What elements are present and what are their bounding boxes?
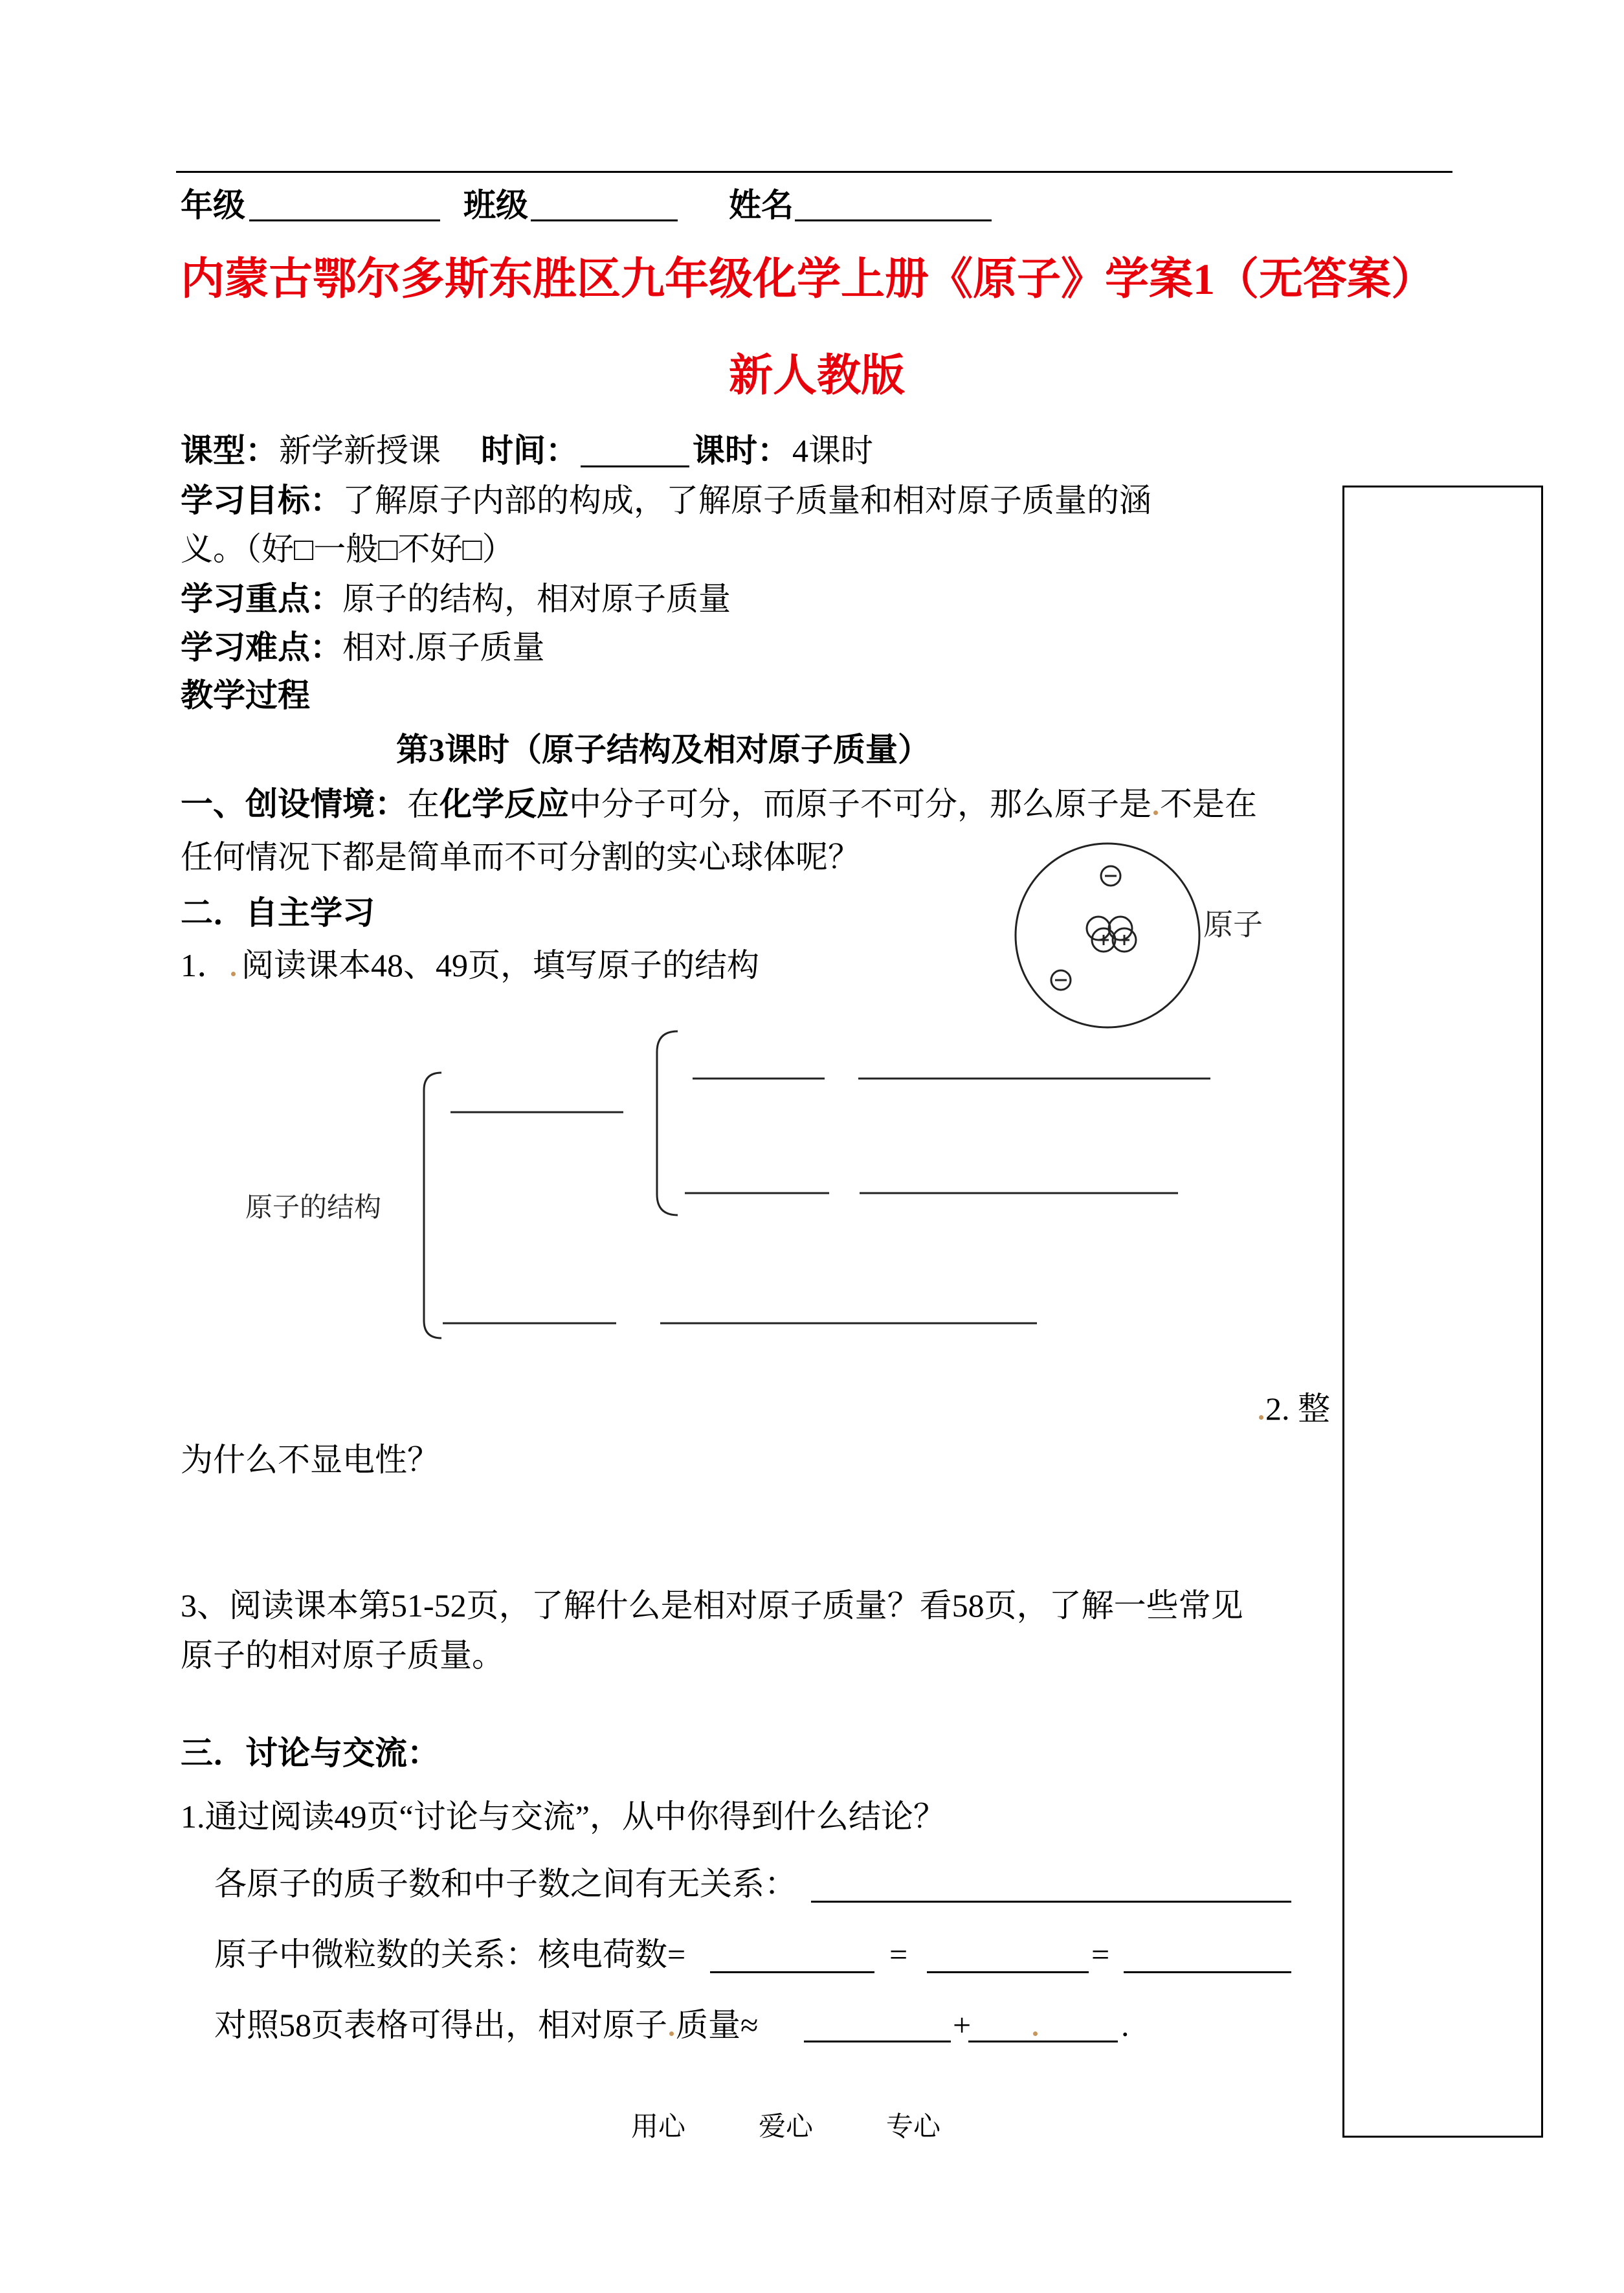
key-points-label: 学习重点：: [181, 581, 342, 617]
scenario-term: 化学反应: [439, 786, 569, 822]
electron-icon: [1051, 970, 1071, 990]
class-label: 班级: [463, 187, 528, 223]
periods-value: 4课时: [792, 432, 873, 469]
scenario-text-c: 不是在: [1160, 786, 1257, 822]
equals-sign-2: =: [1091, 1936, 1110, 1973]
margin-notes-box: [1342, 486, 1543, 2138]
scenario-label: 一、创设情境：: [181, 786, 407, 822]
name-blank: [795, 219, 992, 221]
atom-diagram: [1016, 844, 1199, 1027]
atom-label: 原子: [1203, 907, 1263, 942]
objectives-text: 了解原子内部的构成，了解原子质量和相对原子质量的涵: [342, 482, 1151, 519]
class-blank: [531, 219, 678, 221]
structure-diagram: [424, 1031, 1210, 1338]
item-2-end: 为什么不显电性？: [181, 1442, 439, 1478]
mass-prompt: [214, 2006, 758, 2044]
key-points-text: 原子的结构，相对原子质量: [342, 581, 731, 617]
scenario-line-2: 任何情况下都是简单而不可分割的实心球体呢？: [181, 839, 860, 875]
key-points-line: [181, 579, 731, 618]
nucleus-icon: [1087, 917, 1136, 952]
mass-prompt-b: 质量≈: [676, 2007, 759, 2043]
objectives-line: [181, 481, 1151, 520]
grade-label: 年级: [181, 187, 245, 223]
difficulties-text: 相对.原子质量: [342, 629, 545, 666]
stray-mark: [1033, 2031, 1038, 2036]
inner-brace: [657, 1031, 678, 1215]
proton-mass-blank: [804, 2041, 951, 2042]
electron-circle: [1051, 970, 1071, 990]
proton-count-blank: [927, 1971, 1089, 1973]
name-label: 姓名: [729, 187, 794, 223]
proton-circle: [1113, 928, 1136, 952]
footer-motto-3: 专心: [886, 2112, 941, 2142]
item-3-line-1: 3、阅读课本第51-52页，了解什么是相对原子质量？看58页，了解一些常见: [181, 1587, 1243, 1624]
end-mark: .: [1121, 2007, 1129, 2043]
neutron-mass-blank: [968, 2041, 1118, 2042]
neutron-circle: [1087, 917, 1110, 940]
item-1-text: 阅读课本48、49页，填写原子的结构: [241, 947, 759, 983]
electron-count-blank: [1124, 1971, 1291, 1973]
self-study-item-2: [1257, 1389, 1330, 1428]
time-blank: [581, 465, 689, 467]
footer-motto-2: 爱心: [759, 2112, 814, 2142]
difficulties-line: [181, 628, 545, 667]
nuclear-charge-blank: [710, 1971, 874, 1973]
header-rule: [176, 171, 1452, 173]
stray-mark: [231, 972, 236, 976]
equals-sign-1: =: [889, 1936, 908, 1973]
atom-outline: [1016, 844, 1199, 1027]
electron-circle: [1101, 866, 1120, 886]
electron-icon: [1101, 866, 1120, 886]
objectives-label: 学习目标：: [181, 482, 342, 519]
stray-mark: [1153, 811, 1158, 815]
relation-prompt: 各原子的质子数和中子数之间有无关系：: [214, 1866, 797, 1902]
scenario-text-a: 在: [407, 786, 439, 822]
relation-blank: [811, 1901, 1291, 1903]
discussion-question-1: 1.通过阅读49页“讨论与交流”，从中你得到什么结论？: [181, 1798, 946, 1835]
objectives-line-2: 义。（好□一般□不好□）: [181, 531, 515, 567]
process-heading: 教学过程: [181, 677, 310, 713]
footer-motto-1: 用心: [631, 2112, 686, 2142]
self-study-heading: 二．自主学习: [181, 895, 375, 931]
scenario-line: [181, 785, 1257, 823]
mass-prompt-a: 对照58页表格可得出，相对原子: [214, 2007, 667, 2043]
scenario-text-b: 中分子可分，而原子不可分，那么原子是: [569, 786, 1151, 822]
neutron-circle: [1109, 917, 1132, 940]
item-2-start: 2. 整: [1265, 1391, 1330, 1427]
self-study-item-1: [181, 946, 759, 985]
document-title: 内蒙古鄂尔多斯东胜区九年级化学上册《原子》学案1（无答案）: [181, 254, 1436, 304]
course-type-value: 新学新授课: [279, 432, 441, 469]
grade-blank: [249, 219, 440, 221]
plus-sign: +: [953, 2007, 972, 2043]
lesson-heading: 第3课时（原子结构及相对原子质量）: [396, 732, 930, 768]
difficulties-label: 学习难点：: [181, 629, 342, 666]
stray-mark: [669, 2031, 674, 2036]
time-label: 时间：: [481, 432, 578, 469]
periods-label: 课时：: [693, 432, 790, 469]
course-type-label: 课型：: [181, 432, 278, 469]
structure-label: 原子的结构: [245, 1191, 382, 1223]
outer-brace: [424, 1073, 441, 1338]
particle-prompt: 原子中微粒数的关系：核电荷数=: [214, 1936, 686, 1973]
proton-circle: [1092, 928, 1115, 952]
discussion-heading: 三．讨论与交流：: [181, 1735, 439, 1771]
document-edition: 新人教版: [729, 351, 906, 400]
stray-mark: [1259, 1415, 1263, 1420]
item-3-line-2: 原子的相对原子质量。: [181, 1637, 504, 1673]
item-1-number: 1．: [181, 947, 229, 983]
